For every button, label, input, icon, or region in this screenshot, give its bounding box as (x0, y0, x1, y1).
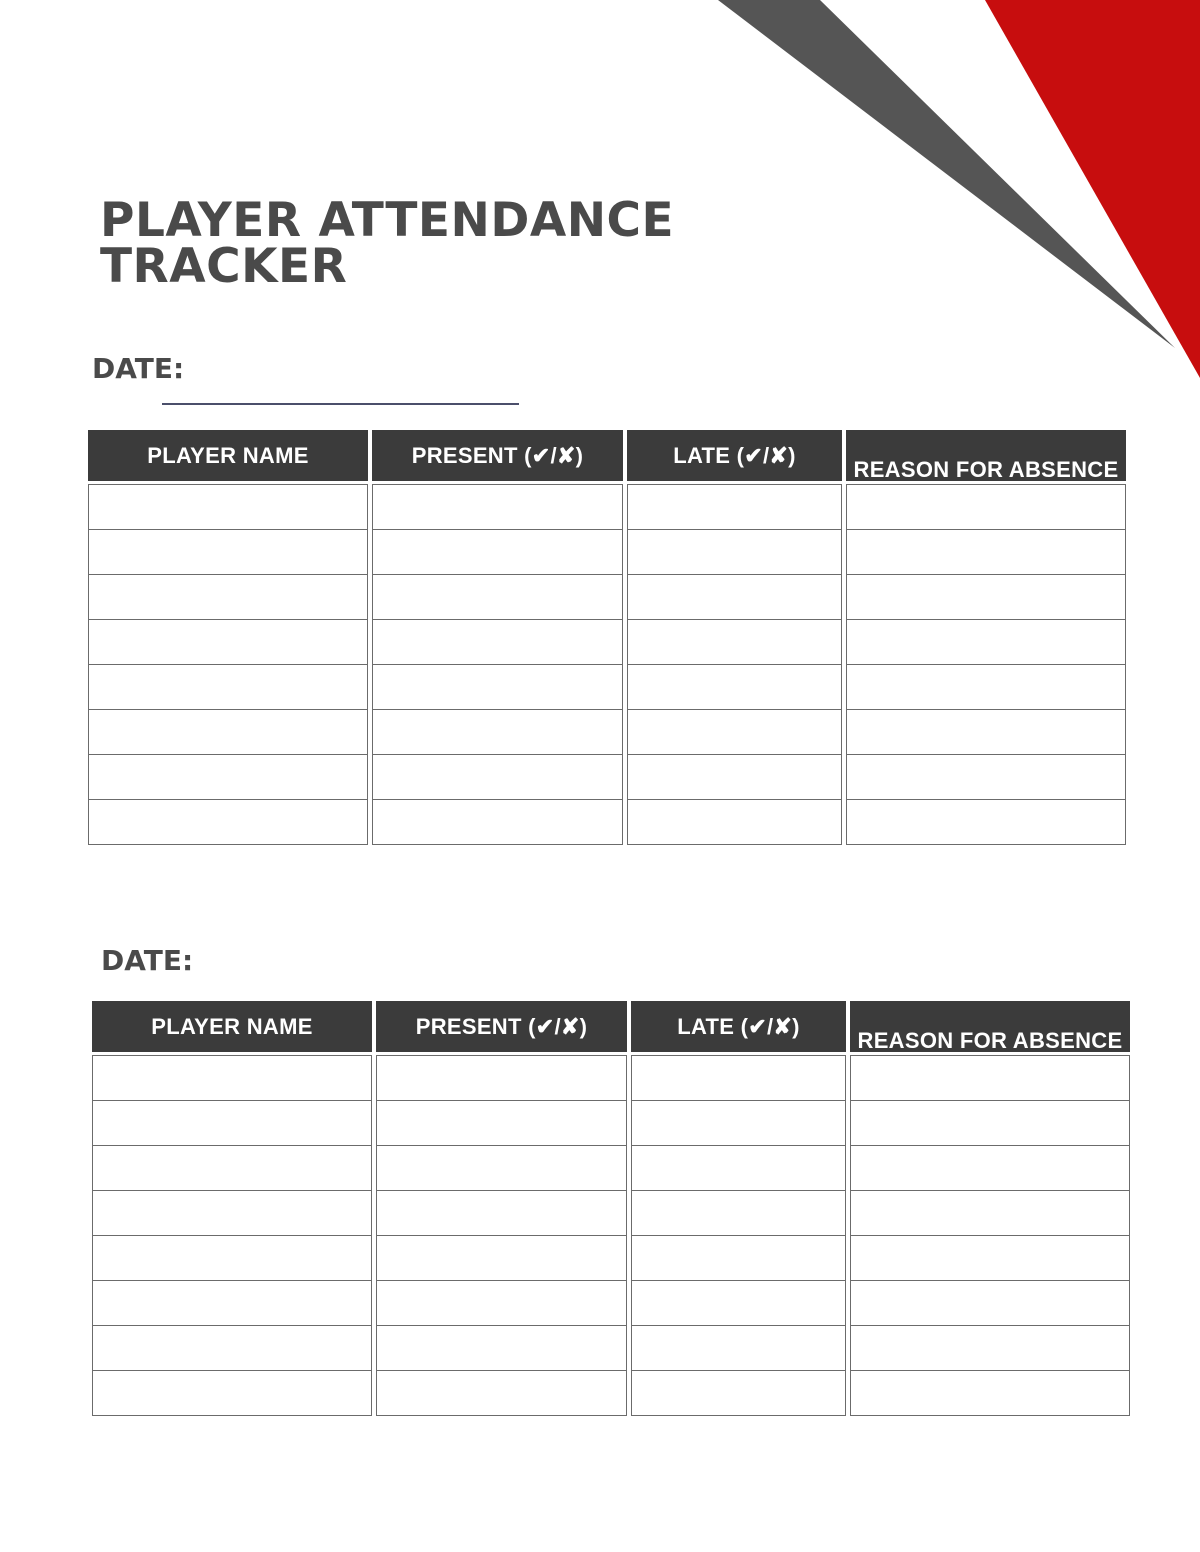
column-cells (92, 1055, 372, 1416)
page-title-line1: PLAYER ATTENDANCE (100, 193, 675, 248)
table-cell[interactable] (377, 1191, 626, 1236)
table-cell[interactable] (89, 710, 367, 755)
table-cell[interactable] (373, 620, 622, 665)
gray-stripe (718, 0, 1175, 348)
column-header: REASON FOR ABSENCE (850, 1001, 1130, 1052)
table-cell[interactable] (377, 1056, 626, 1101)
table-cell[interactable] (632, 1101, 845, 1146)
table-cell[interactable] (373, 485, 622, 530)
table-cell[interactable] (632, 1281, 845, 1326)
table-cell[interactable] (847, 530, 1125, 575)
table-cell[interactable] (632, 1236, 845, 1281)
table-cell[interactable] (847, 620, 1125, 665)
column-header: REASON FOR ABSENCE (846, 430, 1126, 481)
table-cell[interactable] (628, 575, 841, 620)
table-cell[interactable] (851, 1236, 1129, 1281)
table-cell[interactable] (847, 755, 1125, 800)
table-cell[interactable] (847, 665, 1125, 710)
table-cell[interactable] (89, 665, 367, 710)
column-cells (627, 484, 842, 845)
section2-column-late (631, 1001, 846, 1416)
column-header: PLAYER NAME (92, 1001, 372, 1052)
column-header: LATE (✔/✘) (627, 430, 842, 481)
date-label-1: DATE: (92, 352, 185, 385)
table-cell[interactable] (89, 800, 367, 844)
page-title-line2: TRACKER (100, 239, 348, 294)
table-cell[interactable] (93, 1101, 371, 1146)
table-cell[interactable] (93, 1191, 371, 1236)
section1-column-player-name (88, 430, 368, 845)
table-cell[interactable] (628, 755, 841, 800)
column-header: LATE (✔/✘) (631, 1001, 846, 1052)
table-cell[interactable] (93, 1056, 371, 1101)
table-cell[interactable] (373, 755, 622, 800)
column-cells (372, 484, 623, 845)
section1-column-present (372, 430, 623, 845)
table-cell[interactable] (632, 1191, 845, 1236)
table-cell[interactable] (373, 710, 622, 755)
table-cell[interactable] (847, 710, 1125, 755)
table-cell[interactable] (632, 1326, 845, 1371)
section2-column-reason (850, 1001, 1130, 1416)
page-title (100, 193, 675, 294)
table-cell[interactable] (377, 1281, 626, 1326)
column-cells (88, 484, 368, 845)
table-cell[interactable] (377, 1326, 626, 1371)
table-cell[interactable] (89, 755, 367, 800)
table-cell[interactable] (632, 1056, 845, 1101)
table-cell[interactable] (851, 1146, 1129, 1191)
table-cell[interactable] (377, 1371, 626, 1415)
red-triangle (985, 0, 1200, 378)
table-cell[interactable] (93, 1281, 371, 1326)
table-cell[interactable] (373, 665, 622, 710)
section1-column-reason (846, 430, 1126, 845)
table-cell[interactable] (373, 575, 622, 620)
table-cell[interactable] (628, 800, 841, 844)
table-cell[interactable] (377, 1236, 626, 1281)
date-label-2: DATE: (101, 944, 194, 977)
table-cell[interactable] (89, 485, 367, 530)
table-cell[interactable] (847, 800, 1125, 844)
table-cell[interactable] (851, 1101, 1129, 1146)
table-cell[interactable] (89, 575, 367, 620)
table-cell[interactable] (847, 575, 1125, 620)
section2-column-player-name (92, 1001, 372, 1416)
table-cell[interactable] (851, 1191, 1129, 1236)
table-cell[interactable] (632, 1146, 845, 1191)
column-cells (631, 1055, 846, 1416)
column-cells (376, 1055, 627, 1416)
table-cell[interactable] (93, 1326, 371, 1371)
column-cells (846, 484, 1126, 845)
table-cell[interactable] (628, 530, 841, 575)
column-cells (850, 1055, 1130, 1416)
date-line-1[interactable] (162, 403, 519, 405)
column-header: PLAYER NAME (88, 430, 368, 481)
table-cell[interactable] (851, 1281, 1129, 1326)
table-cell[interactable] (89, 530, 367, 575)
column-header: PRESENT (✔/✘) (376, 1001, 627, 1052)
table-cell[interactable] (373, 530, 622, 575)
column-header: PRESENT (✔/✘) (372, 430, 623, 481)
section2-column-present (376, 1001, 627, 1416)
table-cell[interactable] (851, 1056, 1129, 1101)
table-cell[interactable] (93, 1371, 371, 1415)
table-cell[interactable] (628, 710, 841, 755)
section1-column-late (627, 430, 842, 845)
table-cell[interactable] (93, 1236, 371, 1281)
table-cell[interactable] (851, 1371, 1129, 1415)
table-cell[interactable] (377, 1101, 626, 1146)
table-cell[interactable] (89, 620, 367, 665)
table-cell[interactable] (628, 620, 841, 665)
table-cell[interactable] (377, 1146, 626, 1191)
table-cell[interactable] (628, 485, 841, 530)
table-cell[interactable] (632, 1371, 845, 1415)
table-cell[interactable] (373, 800, 622, 844)
table-cell[interactable] (628, 665, 841, 710)
table-cell[interactable] (847, 485, 1125, 530)
table-cell[interactable] (851, 1326, 1129, 1371)
table-cell[interactable] (93, 1146, 371, 1191)
